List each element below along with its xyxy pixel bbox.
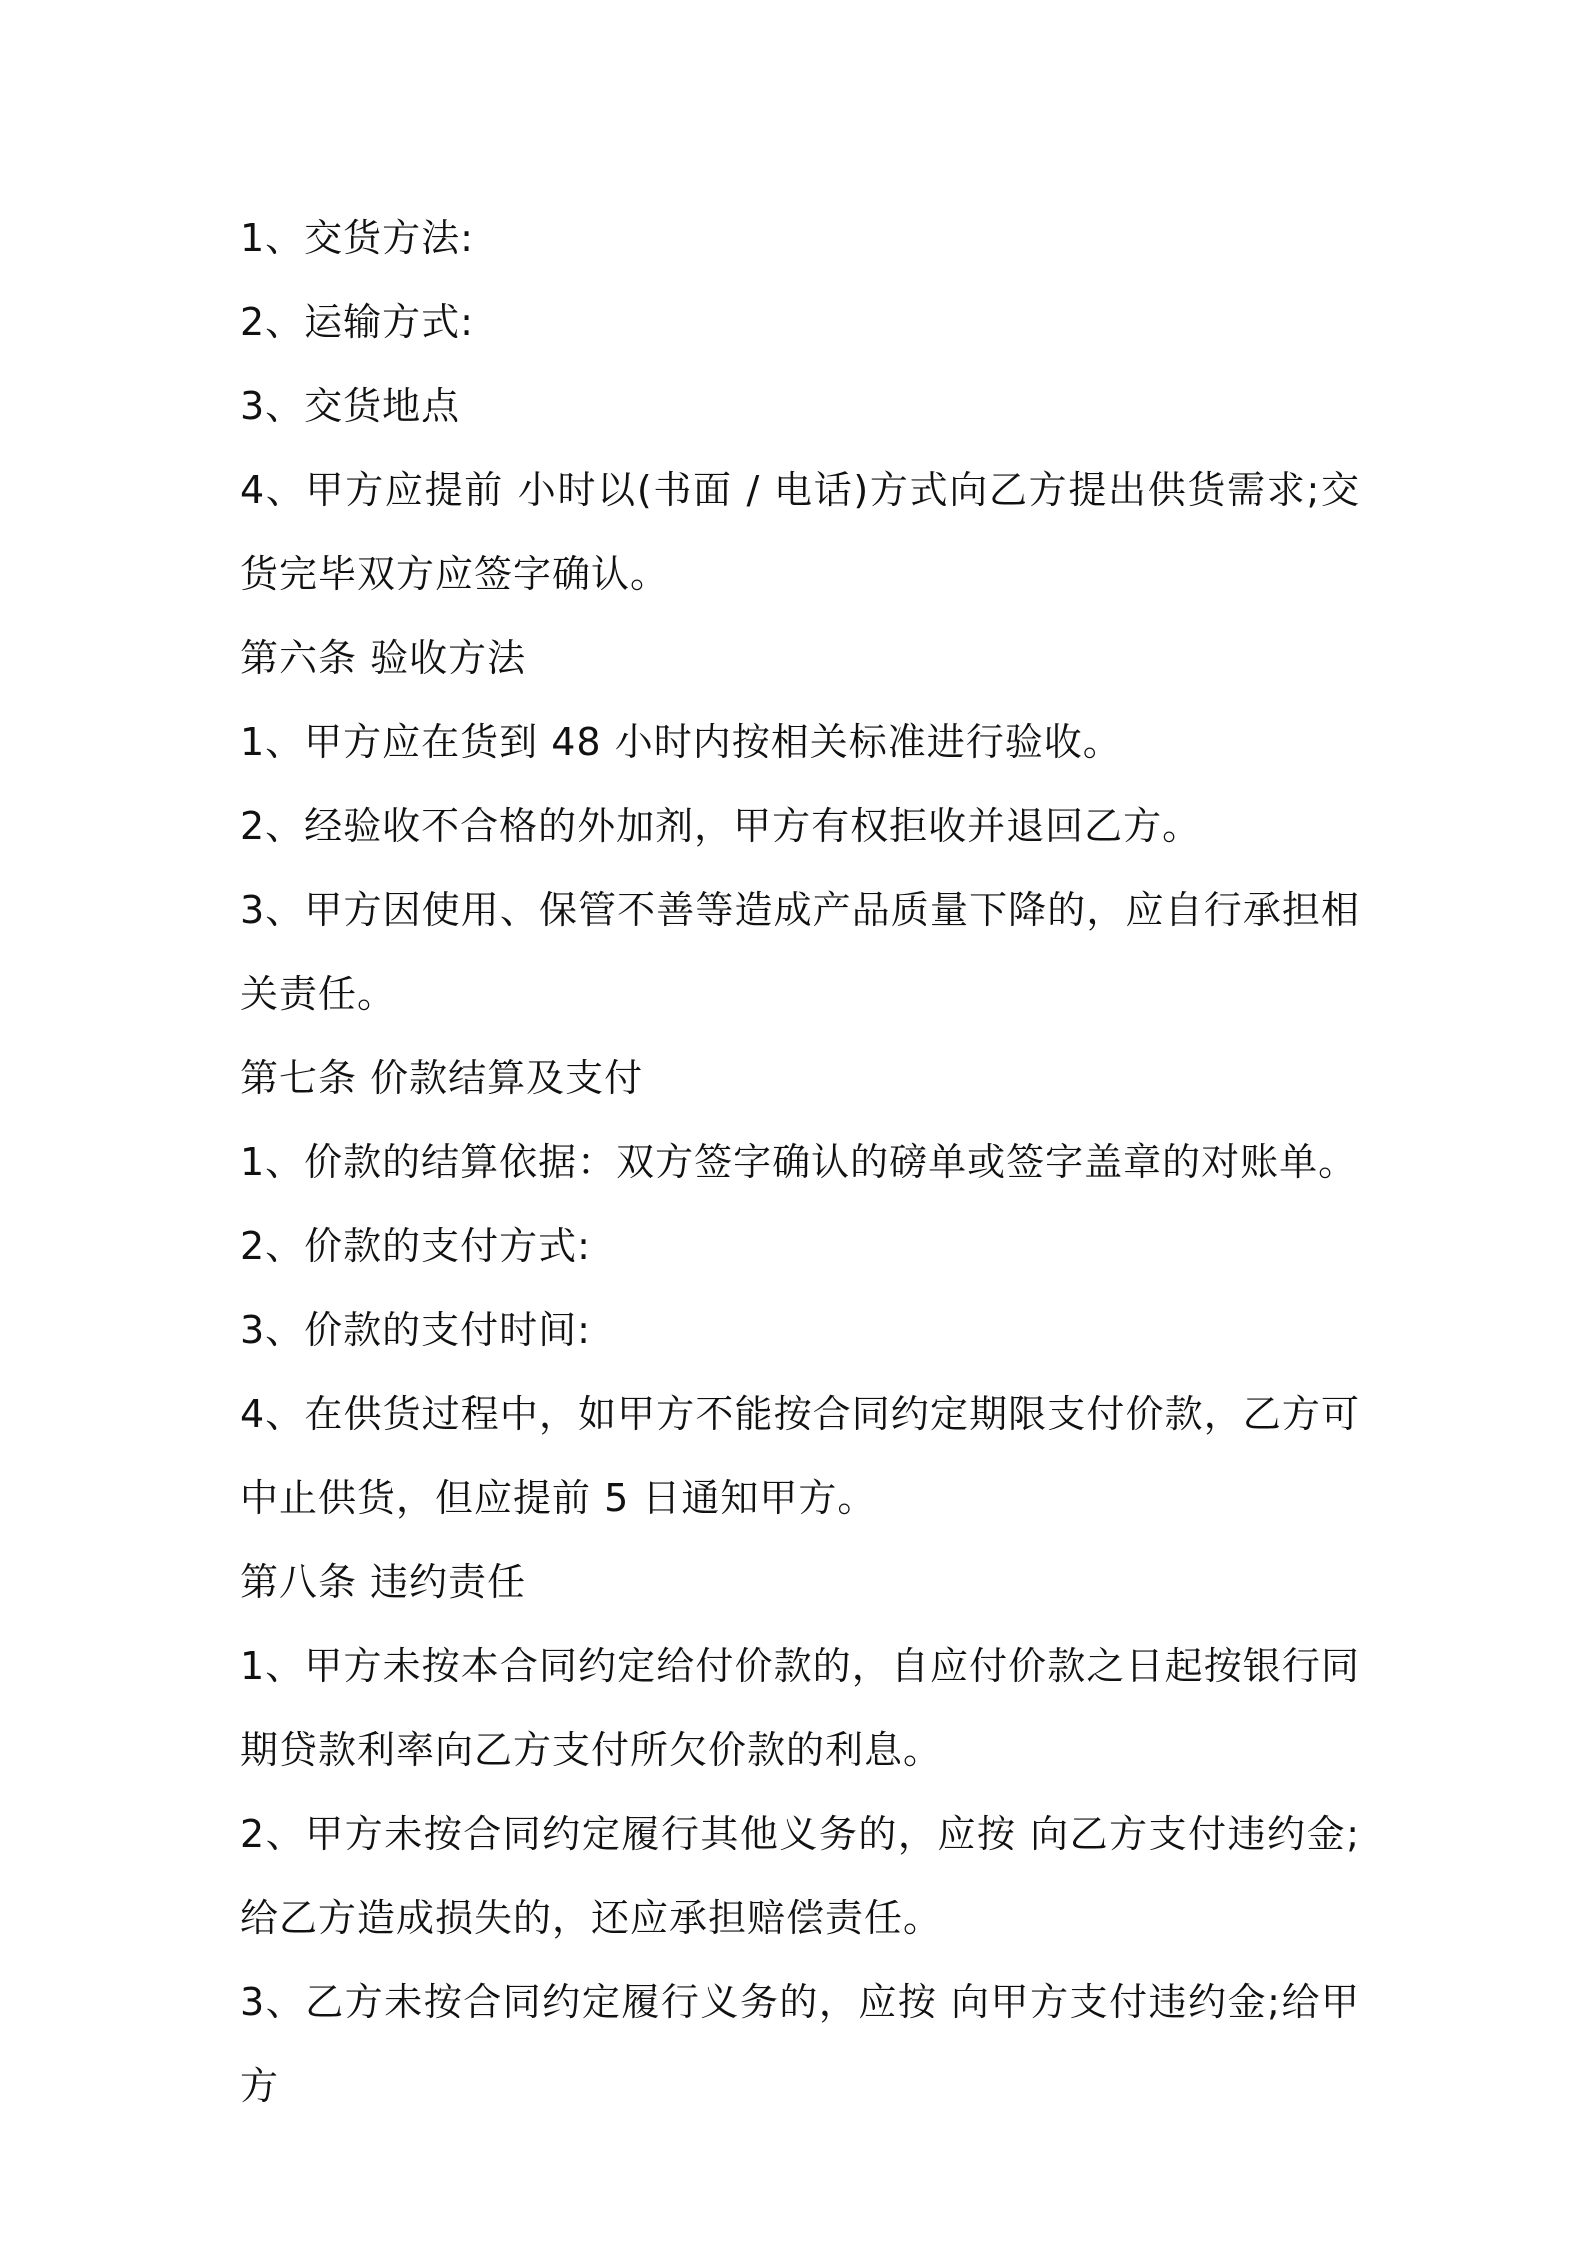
clause-item: 2、经验收不合格的外加剂，甲方有权拒收并退回乙方。: [240, 804, 1202, 848]
clause-item: 1、甲方应在货到 48 小时内按相关标准进行验收。: [240, 720, 1122, 764]
clause-item: 3、交货地点: [240, 384, 461, 428]
clause-item: 1、价款的结算依据：双方签字确认的磅单或签字盖章的对账单。: [240, 1140, 1358, 1184]
clause-item: 2、甲方未按合同约定履行其他义务的，应按 向乙方支付违约金;给乙方造成损失的，还应承担赔偿责任。: [240, 1812, 1360, 1940]
clause-item: 4、甲方应提前 小时以(书面 / 电话)方式向乙方提出供货需求;交货完毕双方应签字确认。: [240, 468, 1360, 596]
clause-item: 3、乙方未按合同约定履行义务的，应按 向甲方支付违约金;给甲方: [240, 1980, 1360, 2108]
article-heading: 第八条 违约责任: [240, 1560, 527, 1604]
clause-item: 3、价款的支付时间:: [240, 1308, 591, 1352]
clause-item: 4、在供货过程中，如甲方不能按合同约定期限支付价款，乙方可中止供货，但应提前 5 日通知甲方。: [240, 1392, 1360, 1520]
clause-item: 1、甲方未按本合同约定给付价款的，自应付价款之日起按银行同期贷款利率向乙方支付所欠价款的利息。: [240, 1644, 1360, 1772]
article-heading: 第七条 价款结算及支付: [240, 1056, 644, 1100]
clause-item: 3、甲方因使用、保管不善等造成产品质量下降的，应自行承担相关责任。: [240, 888, 1360, 1016]
clause-item: 2、运输方式:: [240, 300, 474, 344]
clause-item: 1、交货方法:: [240, 216, 474, 260]
document-body: [240, 196, 1360, 2128]
clause-item: 2、价款的支付方式:: [240, 1224, 591, 1268]
article-heading: 第六条 验收方法: [240, 636, 527, 680]
